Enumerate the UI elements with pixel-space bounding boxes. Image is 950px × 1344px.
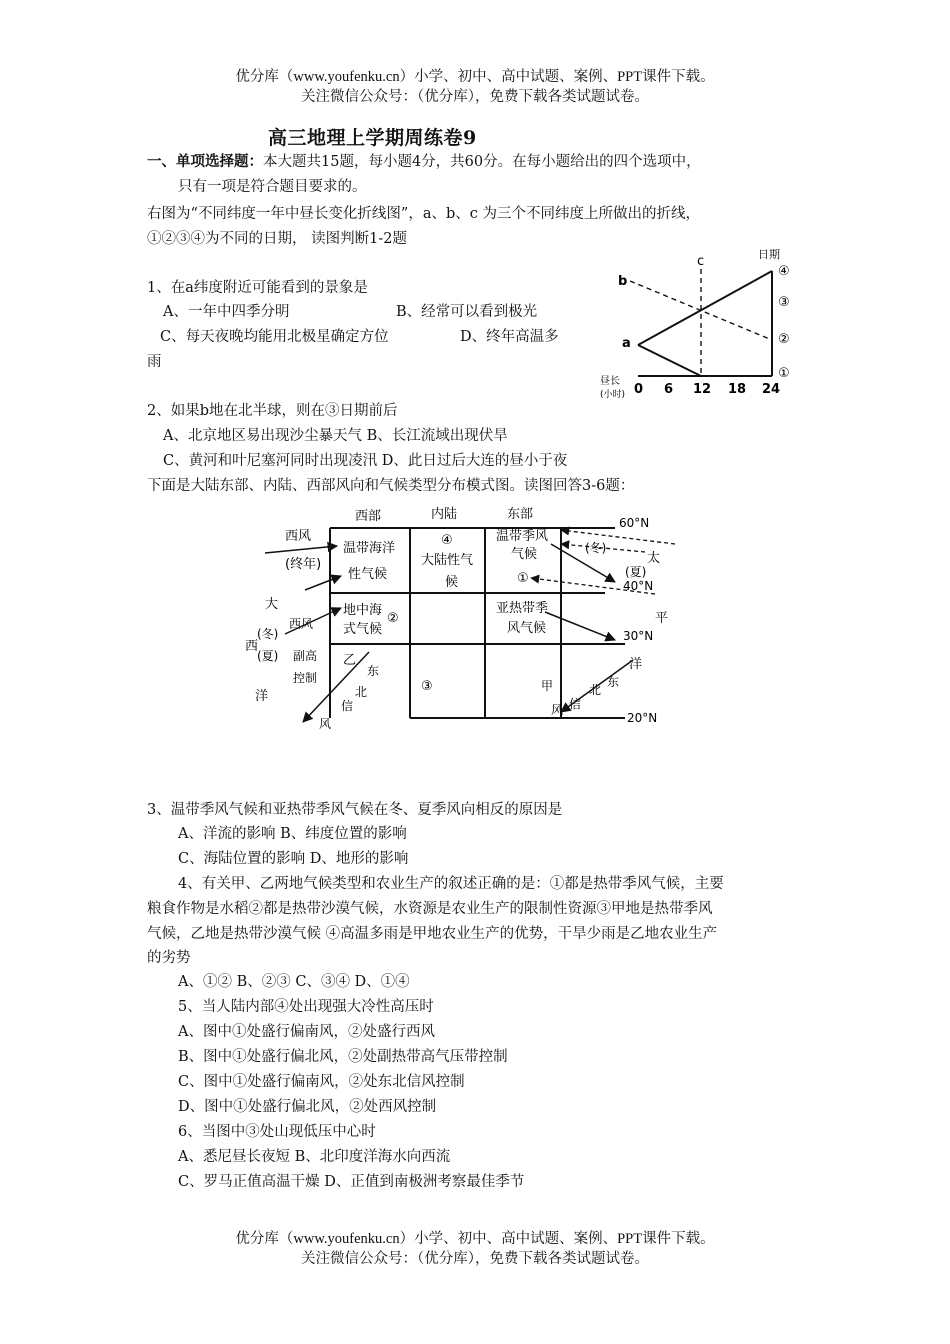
all-year-label: (终年) — [285, 557, 322, 572]
subtropical-high-1: 副高 — [293, 649, 318, 663]
temperate-monsoon-1: 温带季风 — [496, 529, 549, 544]
footer-line-1: 优分库（www.youfenku.cn）小学、初中、高中试题、案例、PPT课件下载。 — [235, 1231, 715, 1247]
line-a-down — [638, 345, 701, 376]
col-east: 东部 — [507, 507, 534, 522]
tick-6: 6 — [664, 382, 674, 397]
num-4: ④ — [441, 533, 453, 548]
date-3: ③ — [778, 295, 790, 310]
q1-option-c: C、每天夜晚均能用北极星确定方位 — [160, 329, 389, 345]
q1-option-d: D、终年高温多 — [460, 329, 559, 345]
q6-options-cd: C、罗马正值高温干燥 D、正值到南极洲考察最佳季节 — [178, 1174, 525, 1190]
tick-18: 18 — [728, 382, 747, 397]
q1-stem: 1、在a纬度附近可能看到的景象是 — [147, 280, 368, 296]
lat-30-label: 30°N — [623, 629, 654, 643]
subtropical-monsoon-2: 风气候 — [507, 621, 547, 636]
label-b: b — [618, 274, 628, 289]
ne-trade-e-3: 信 — [569, 697, 582, 711]
q4-line-3: 气候，乙地是热带沙漠气候 ④高温多雨是甲地农业生产的优势，干旱少雨是乙地农业生产 — [147, 926, 718, 942]
temperate-maritime-2: 性气候 — [348, 567, 388, 582]
temperate-maritime-1: 温带海洋 — [343, 541, 396, 556]
ne-trade-w-4: 风 — [319, 717, 332, 731]
intro-1-line-2: ①②③④为不同的日期， 读图判断1-2题 — [147, 231, 407, 247]
winter-monsoon-arrow-1 — [561, 530, 675, 544]
pacific-2: 平 — [655, 611, 669, 626]
q4-line-2: 粮食作物是水稻②都是热带沙漠气候，水资源是农业生产的限制性资源③甲地是热带季风 — [147, 901, 713, 917]
ne-trade-e-1: 东 — [607, 675, 620, 689]
q6-options-ab: A、悉尼昼长夜短 B、北印度洋海水向西流 — [178, 1149, 451, 1165]
q5-stem: 5、当人陆内部④处出现强大冷性高压时 — [178, 999, 434, 1015]
ne-trade-e-4: 风 — [551, 703, 564, 717]
col-west: 西部 — [355, 509, 382, 524]
intro-1-line-1: 右图为“不同纬度一年中昼长变化折线图”，a、b、c 为三个不同纬度上所做出的折线， — [147, 206, 700, 222]
ne-trade-w-3: 信 — [341, 699, 354, 713]
pacific-1: 太 — [647, 551, 661, 566]
header-line-2: 关注微信公众号：（优分库），免费下载各类试题试卷。 — [301, 89, 649, 105]
axis-label: 昼长 — [600, 376, 620, 387]
mediterranean-2: 式气候 — [343, 622, 383, 637]
label-c: c — [697, 254, 705, 269]
num-2: ② — [387, 611, 399, 626]
q1-option-d-cont: 雨 — [147, 354, 162, 370]
ne-trade-wind-east-arrow — [561, 660, 633, 712]
section-1-text: 本大题共15题，每小题4分，共60分。在每小题给出的四个选项中， — [263, 154, 701, 170]
axis-unit: (小时) — [600, 390, 626, 400]
q5-option-d: D、图中①处盛行偏北风，②处西风控制 — [178, 1099, 437, 1115]
continental-2: 候 — [445, 575, 459, 590]
section-1-heading — [147, 151, 701, 173]
q6-stem: 6、当图中③处山现低压中心时 — [178, 1124, 376, 1140]
lat-40-label: 40°N — [623, 579, 654, 593]
atlantic-2: 西 — [245, 639, 259, 654]
continental-1: 大陆性气 — [421, 553, 474, 568]
tick-24: 24 — [762, 382, 781, 397]
q3-options-ab: A、洋流的影响 B、纬度位置的影响 — [178, 826, 407, 842]
q5-option-c: C、图中①处盛行偏南风，②处东北信风控制 — [178, 1074, 465, 1090]
subtropical-monsoon-1: 亚热带季 — [496, 601, 549, 616]
date-2: ② — [778, 332, 790, 347]
q2-options-cd: C、黄河和叶尼塞河同时出现凌汛 D、此日过后大连的昼小于夜 — [163, 453, 568, 469]
q2-options-ab: A、北京地区易出现沙尘暴天气 B、长江流域出现伏旱 — [163, 428, 508, 444]
ne-trade-w-1: 东 — [367, 664, 380, 678]
label-yi: 乙 — [343, 653, 357, 668]
west-winter-label: (冬) — [257, 627, 279, 641]
q3-options-cd: C、海陆位置的影响 D、地形的影响 — [178, 851, 409, 867]
q1-option-a: A、一年中四季分明 — [163, 304, 290, 320]
westerly-arrow — [265, 546, 337, 553]
tick-0: 0 — [634, 382, 644, 397]
footer-line-2: 关注微信公众号：（优分库），免费下载各类试题试卷。 — [301, 1251, 649, 1267]
ne-trade-e-2: 北 — [589, 683, 602, 697]
header-line-1: 优分库（www.youfenku.cn）小学、初中、高中试题、案例、PPT课件下载。 — [235, 69, 715, 85]
subtropical-high-2: 控制 — [293, 671, 318, 685]
num-1: ① — [517, 571, 529, 586]
westerly-arrow-2 — [305, 576, 341, 590]
date-1: ① — [778, 366, 790, 381]
atlantic-1: 大 — [265, 597, 279, 612]
q4-options: A、①② B、②③ C、③④ D、①④ — [178, 974, 410, 990]
mediterranean-1: 地中海 — [343, 603, 383, 618]
lat-20-label: 20°N — [627, 711, 658, 725]
q4-line-1: 4、有关甲、乙两地气候类型和农业生产的叙述正确的是：①都是热带季风气候，主要 — [178, 876, 724, 892]
section-1-label: 一、单项选择题： — [147, 153, 263, 170]
winter-label-east: (冬) — [585, 541, 607, 555]
date-label: 日期 — [758, 248, 780, 261]
westerly-label-2: 西风 — [289, 617, 314, 631]
west-summer-label: (夏) — [257, 649, 279, 663]
q5-option-a: A、图中①处盛行偏南风，②处盛行西风 — [178, 1024, 435, 1040]
lat-60-label: 60°N — [619, 516, 650, 530]
subtropical-monsoon-arrow — [545, 612, 615, 640]
q4-line-4: 的劣势 — [147, 950, 191, 966]
tick-12: 12 — [693, 382, 712, 397]
atlantic-3: 洋 — [255, 689, 269, 704]
num-3: ③ — [421, 679, 433, 694]
pacific-3: 洋 — [629, 657, 643, 672]
q1-option-b: B、经常可以看到极光 — [396, 304, 538, 320]
line-a-up — [638, 271, 772, 345]
day-length-chart — [600, 243, 810, 403]
q5-option-b: B、图中①处盛行偏北风，②处副热带高气压带控制 — [178, 1049, 508, 1065]
climate-diagram — [245, 500, 685, 740]
label-jia: 甲 — [541, 679, 554, 693]
q3-stem: 3、温带季风气候和亚热带季风气候在冬、夏季风向相反的原因是 — [147, 802, 563, 818]
date-4: ④ — [778, 264, 790, 279]
page-title: 高三地理上学期周练卷9 — [268, 127, 477, 149]
summer-label-east: (夏) — [625, 565, 647, 579]
ne-trade-w-2: 北 — [355, 685, 368, 699]
section-1-text-2: 只有一项是符合题目要求的。 — [178, 179, 367, 195]
intro-2: 下面是大陆东部、内陆、西部风向和气候类型分布模式图。读图回答3-6题： — [147, 478, 635, 494]
westerly-label: 西风 — [285, 529, 312, 544]
col-inland: 内陆 — [431, 507, 458, 522]
label-a: a — [622, 336, 631, 351]
q2-stem: 2、如果b地在北半球，则在③日期前后 — [147, 403, 398, 419]
temperate-monsoon-2: 气候 — [511, 547, 538, 562]
